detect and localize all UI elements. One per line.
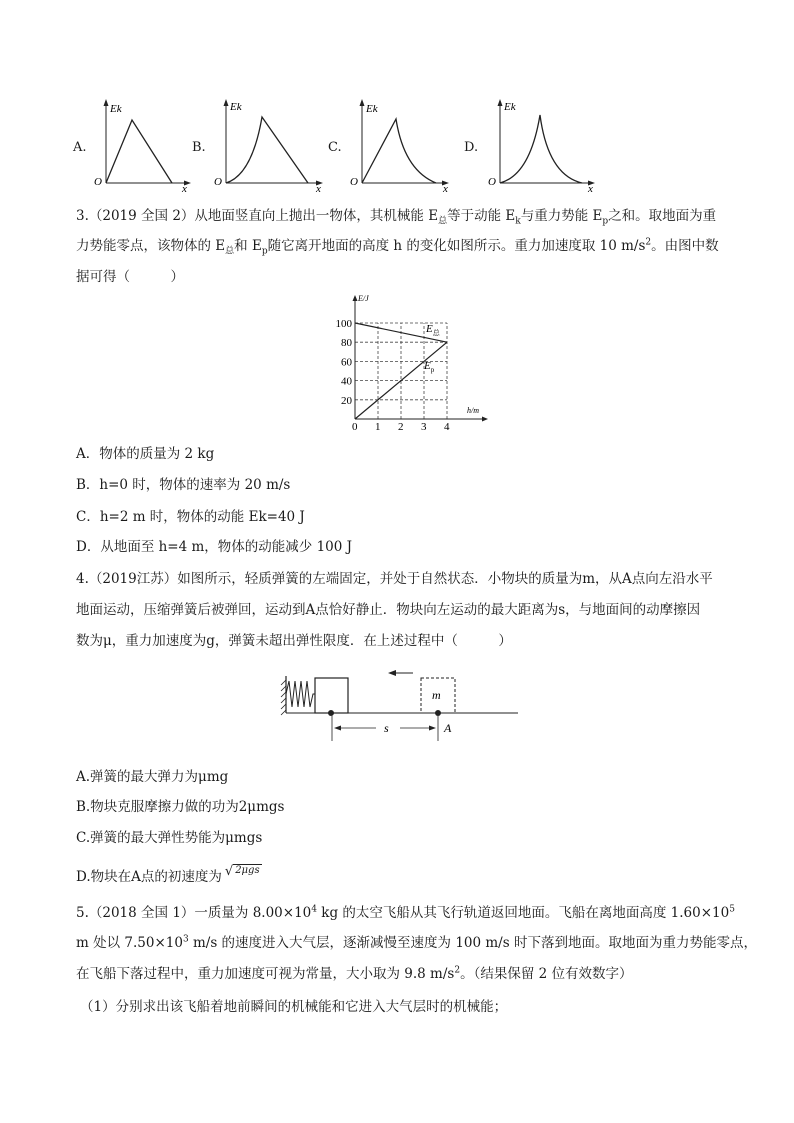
x-tick-label: 3 [421,421,427,433]
q3-text: 3.（2019 全国 2）从地面竖直向上抛出一物体，其机械能 E [76,208,439,224]
q3-text: 力势能零点，该物体的 E [76,238,226,254]
q3-line-2 [76,237,719,255]
option-d-label: D. [464,140,479,155]
graph-b-origin: O [214,176,222,188]
graph-d [486,95,602,195]
q4-option-b: B.物块克服摩擦力做的功为2μmgs [76,799,285,815]
graph-b-xlabel: x [316,183,321,195]
q3-text: 。由图中数 [651,238,719,254]
q4-line-2: 地面运动，压缩弹簧后被弹回，运动到A点恰好静止．物块向左运动的最大距离为s，与地面间的动摩擦因 [76,602,701,618]
graph-d-ylabel: Ek [504,101,516,113]
y-tick-label: 80 [341,337,352,350]
q3-option-b: B．h=0 时，物体的速率为 20 m/s [76,477,291,493]
q3-text: 和 E [234,238,262,254]
graph-a-ylabel: Ek [110,103,122,115]
x-axis-label: h/m [467,406,479,415]
q5-sup: 2 [454,965,461,976]
wall-hatch [281,680,286,715]
graph-d-xlabel: x [588,183,593,195]
q3-text: 之和。取地面为重 [608,208,717,224]
q4-option-d-text: D.物块在A点的初速度为 [76,869,222,885]
q3-sub: p [261,246,268,257]
x-axis-arrow [482,417,488,422]
q5-text: kg 的太空飞船从其飞行轨道返回地面。飞船在离地面高度 1.60×10 [316,905,730,921]
option-b-label: B. [192,140,206,155]
q5-text: 5.（2018 全国 1）一质量为 8.00×10 [76,905,312,921]
graph-a-origin: O [94,176,102,188]
graph-c-origin: O [350,176,358,188]
graph-a [92,95,197,195]
q5-text: 在飞船下落过程中，重力加速度可视为常量，大小取为 9.8 m/s [76,966,455,982]
graph-b-curve [226,117,308,183]
series-label-1: $E_p$ [424,360,435,374]
q2-option-graphs [0,95,794,195]
block-compressed [315,678,348,713]
q5-text: 。（结果保留 2 位有效数字） [460,966,633,982]
q5-sub-question-1: （1）分别求出该飞船着地前瞬间的机械能和它进入大气层时的机械能； [80,999,508,1015]
q3-text: 与重力势能 E [520,208,603,224]
y-axis-label: E/J [358,294,369,303]
graph-b [212,95,330,195]
q3-sub: p [602,216,609,227]
y-tick-label: 20 [341,394,352,407]
point-a-label: A [444,721,452,735]
option-c-label: C. [328,140,342,155]
q3-text: 等于动能 E [447,208,516,224]
q3-option-d: D．从地面至 h=4 m，物体的动能减少 100 J [76,539,353,555]
y-tick-label: 40 [341,375,352,388]
graph-b-ylabel: Ek [230,101,242,113]
graph-c-ylabel: Ek [366,103,378,115]
sqrt-radicand: 2μgs [235,865,260,876]
q3-sub: 总 [225,246,235,257]
q3-text: 随它离开地面的高度 h 的变化如图所示。重力加速度取 10 m/s [267,238,646,254]
graph-c-xlabel: x [443,183,448,195]
energy-height-chart [325,290,495,435]
option-a-label: A. [73,140,87,155]
q3-option-c: C．h=2 m 时，物体的动能 Ek=40 J [76,509,305,525]
q5-line-1 [76,904,735,922]
q3-line-3: 据可得（ ） [76,269,184,285]
x-tick-label: 4 [444,421,450,433]
spring-block-figure [278,664,528,742]
q5-line-2 [76,934,757,952]
graph-a-xlabel: x [182,183,187,195]
q3-line-1 [76,207,716,225]
q5-sup: 3 [182,934,189,945]
y-tick-label: 100 [335,318,352,330]
graph-c-curve [362,119,436,183]
x-tick-label: 2 [398,421,404,433]
distance-label: s [384,721,389,735]
point-a-dot [435,710,441,716]
graph-d-origin: O [488,176,496,188]
q4-option-c: C.弹簧的最大弹性势能为μmgs [76,830,263,846]
q5-text: m/s 的速度进入大气层，逐渐减慢至速度为 100 m/s 时下落到地面。取地面为重力势能零点， [188,935,757,951]
graph-c [348,95,456,195]
q5-sup: 4 [311,904,317,915]
q5-text: m 处以 7.50×10 [76,935,183,951]
mass-label: m [432,688,441,702]
q3-sub: 总 [438,216,448,227]
sqrt-sign: √ [224,864,234,879]
graph-d-curve [500,115,582,183]
q5-line-3 [76,965,633,983]
q4-option-d [76,864,262,888]
q4-line-3: 数为μ，重力加速度为g，弹簧未超出弹性限度．在上述过程中（ ） [76,633,512,649]
series-label-0: $E_总$ [426,323,440,337]
q4-line-1: 4.（2019江苏）如图所示，轻质弹簧的左端固定，并处于自然状态．小物块的质量为m，从A点向左沿水平 [76,571,713,587]
q4-option-a: A.弹簧的最大弹力为μmg [76,769,229,785]
q3-option-a: A．物体的质量为 2 kg [76,446,215,462]
x-tick-label: 1 [375,421,381,433]
q3-sub: k [515,216,521,227]
q5-sup: 5 [729,904,735,915]
q3-sup: 2 [645,237,652,248]
y-axis-arrow [353,295,358,301]
x-tick-label: 0 [352,421,358,433]
spring [286,681,315,707]
y-tick-label: 60 [341,356,352,369]
graph-a-curve [106,120,172,183]
